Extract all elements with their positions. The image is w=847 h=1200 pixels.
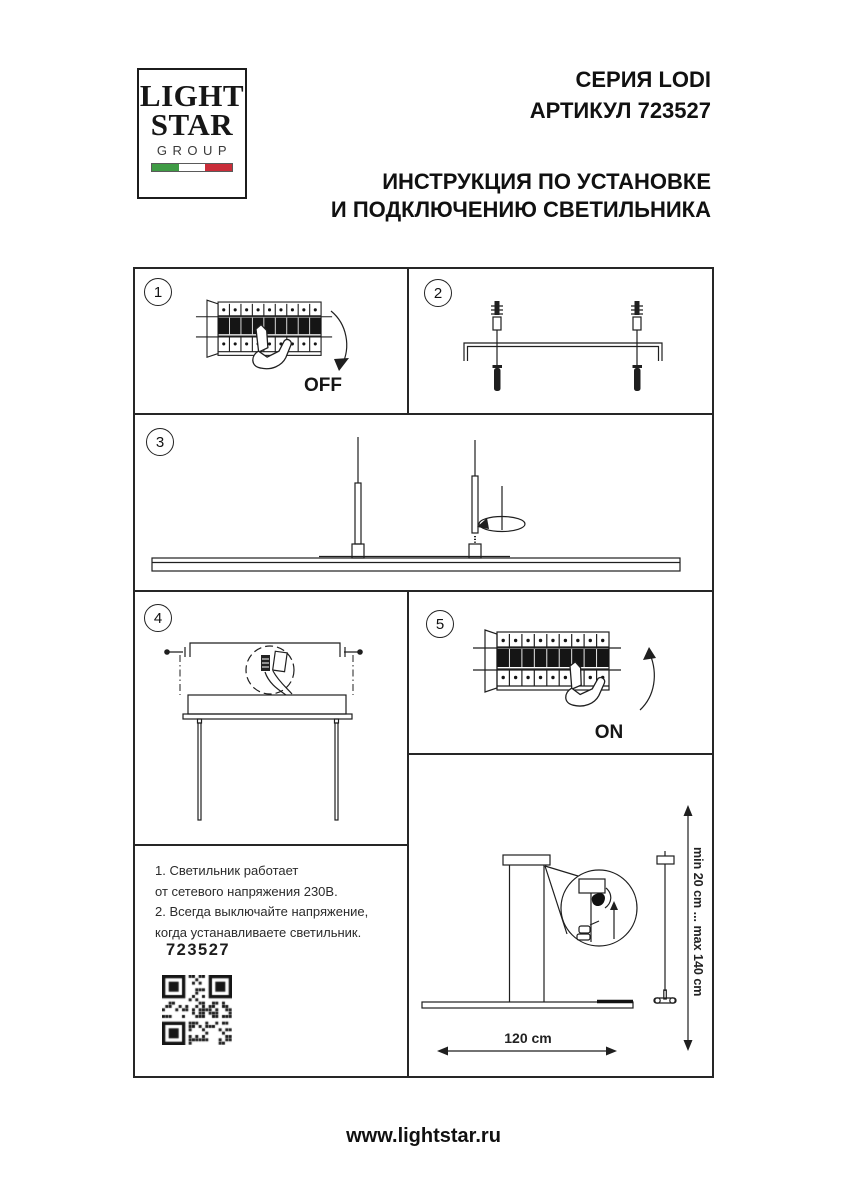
suspension-rod-icon — [335, 719, 339, 820]
logo-word-light: LIGHT — [139, 78, 245, 113]
flag-red-segment — [205, 164, 232, 171]
turn-on-arrow-icon — [640, 647, 656, 710]
wall-anchor-icon — [493, 365, 503, 391]
website-url: www.lightstar.ru — [346, 1125, 501, 1147]
width-dimension-arrow-icon — [437, 1047, 617, 1056]
italian-flag-icon — [151, 163, 233, 172]
note-line: от сетевого напряжения 230В. — [155, 883, 338, 899]
fixture-bar-icon — [422, 1002, 633, 1009]
logo-word-group: GROUP — [156, 143, 233, 158]
canopy-wiring-icon — [135, 592, 408, 845]
step2-number: 2 — [433, 284, 443, 302]
wall-anchor-icon — [633, 365, 643, 391]
step5-number-badge — [426, 610, 454, 638]
step4-number-badge — [144, 604, 172, 632]
step3-number-badge — [146, 428, 174, 456]
circuit-breaker-on-icon — [408, 592, 712, 753]
circuit-breaker-off-icon — [135, 269, 407, 413]
wiring-magnifier-icon — [246, 646, 294, 695]
step1-number-badge — [144, 278, 172, 306]
suspension-rod-icon — [472, 440, 478, 543]
suspension-rod-icon — [198, 719, 202, 820]
lightstar-logo — [137, 68, 247, 199]
screw-icon — [631, 301, 643, 365]
logo-word-star: STAR — [150, 107, 234, 142]
fixture-bar-icon — [152, 544, 680, 571]
off-label: OFF — [304, 375, 342, 396]
instruction-title-line1: ИНСТРУКЦИЯ ПО УСТАНОВКЕ — [382, 169, 711, 194]
step2-number-badge — [424, 279, 452, 307]
fixture-rod-assembly-icon — [135, 415, 712, 590]
note-line: 1. Светильник работает — [155, 863, 299, 878]
turn-off-arrow-icon — [331, 311, 349, 371]
qr-code — [162, 975, 232, 1045]
spare-cable-icon — [654, 851, 676, 1003]
cable-adjuster-magnifier-icon — [545, 866, 637, 946]
fixture-dimensions-icon — [408, 755, 712, 1076]
series-title: СЕРИЯ LODI — [575, 67, 711, 92]
step4-number: 4 — [153, 609, 163, 627]
on-label: ON — [594, 722, 624, 743]
step5-number: 5 — [435, 615, 445, 633]
header-text-block — [331, 64, 711, 224]
canopy-box-icon — [183, 695, 352, 719]
article-number: 723527 — [166, 941, 231, 959]
bracket-screws-anchors-icon — [408, 269, 712, 413]
step1-number: 1 — [153, 283, 163, 301]
note-line: 2. Всегда выключайте напряжение, — [155, 904, 369, 919]
screw-icon — [491, 301, 503, 365]
mounting-bracket-icon — [464, 343, 662, 361]
flag-white-segment — [179, 164, 206, 171]
screwing-rotation-icon — [477, 486, 525, 532]
height-dimension-label: min 20 cm ... max 140 cm — [691, 847, 705, 997]
safety-notes — [155, 861, 395, 943]
suspension-rod-icon — [355, 437, 361, 544]
note-line: когда устанавливаете светильник. — [155, 924, 362, 940]
flag-green-segment — [152, 164, 179, 171]
step3-number: 3 — [155, 433, 165, 451]
article-title: АРТИКУЛ 723527 — [529, 98, 711, 123]
instruction-grid — [133, 267, 714, 1078]
canopy-icon — [503, 855, 550, 865]
instruction-title-line2: И ПОДКЛЮЧЕНИЮ СВЕТИЛЬНИКА — [330, 197, 711, 222]
width-dimension-label: 120 cm — [504, 1030, 552, 1046]
suspension-cables-icon — [510, 865, 545, 1002]
